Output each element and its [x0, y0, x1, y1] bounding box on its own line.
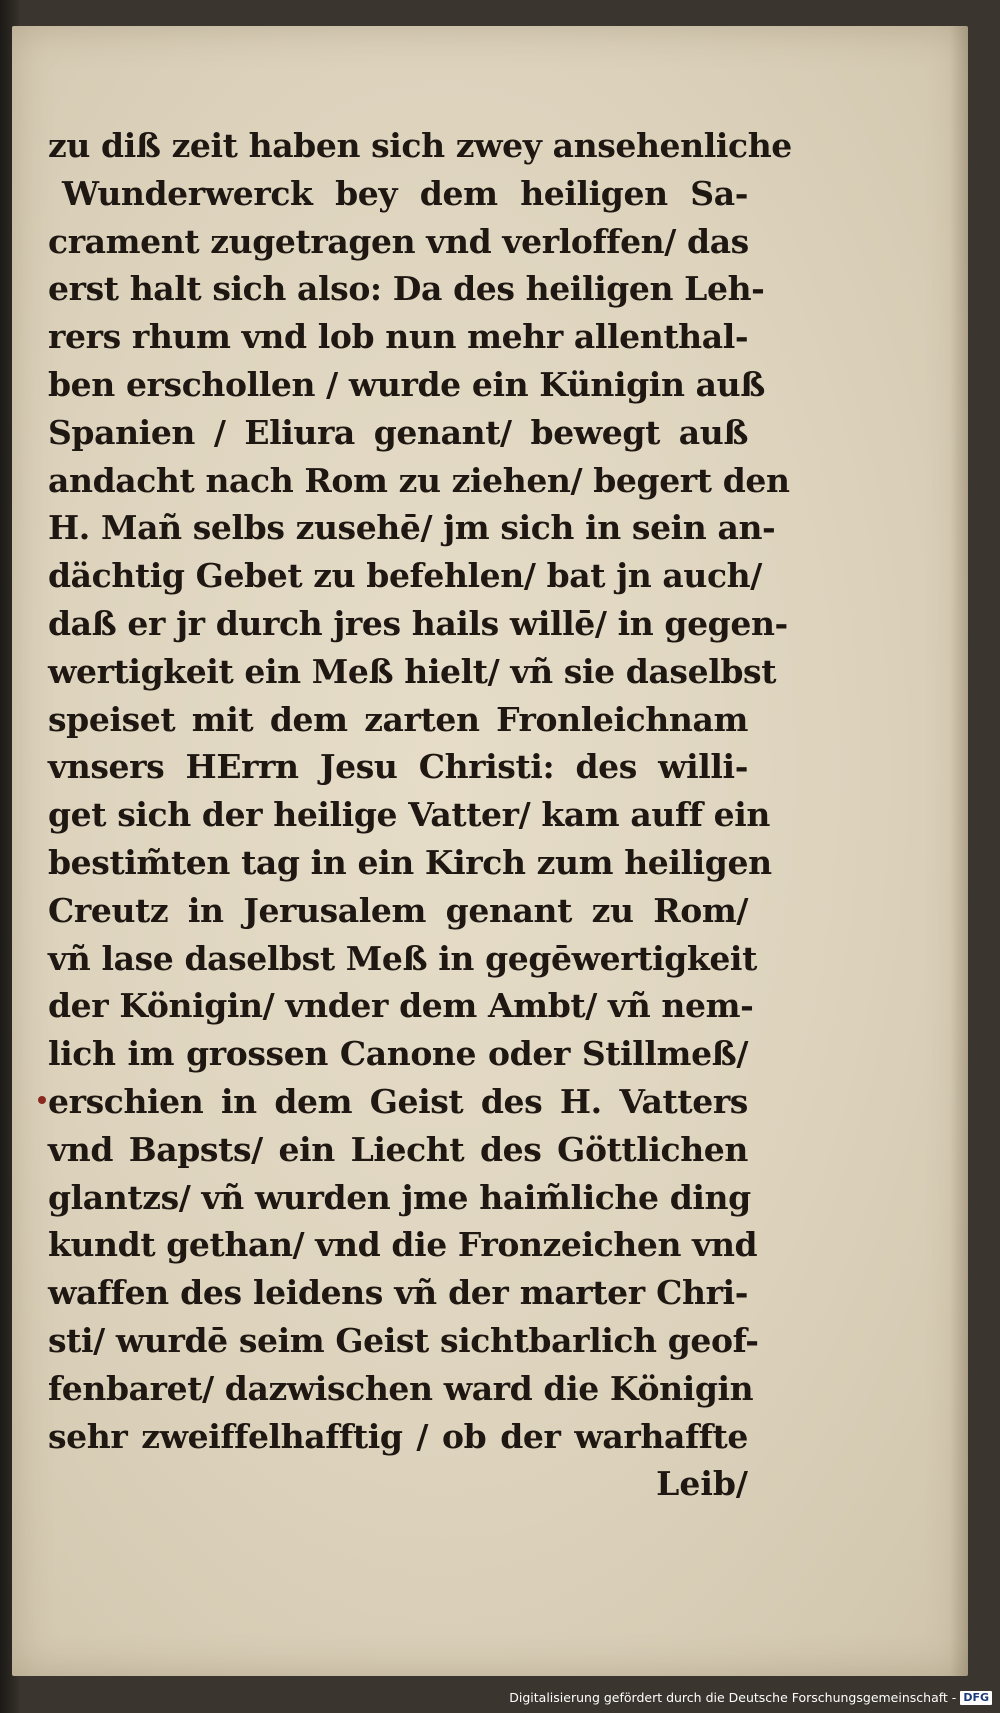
text-line: rers rhum vnd lob nun mehr allenthal- [48, 317, 749, 357]
text-line: get sich der heilige Vatter/ kam auff ein [48, 795, 770, 835]
text-line: fenbaret/ dazwischen ward die Königin [48, 1368, 754, 1408]
text-line: crament zugetragen vnd verloffen/ das [48, 221, 749, 261]
dfg-logo-icon: DFG [960, 1691, 992, 1705]
text-line: Spanien / Eliura genant/ bewegt auß [48, 412, 748, 452]
text-line: vnd Bapsts/ ein Liecht des Göttlichen [48, 1129, 748, 1169]
body-text [48, 122, 792, 1508]
footer-credit: Digitalisierung gefördert durch die Deutsche Forschungsgemeinschaft - [509, 1690, 957, 1705]
text-line: andacht nach Rom zu ziehen/ begert den [48, 460, 790, 500]
digitization-footer [509, 1687, 992, 1709]
text-line: der Königin/ vnder dem Ambt/ vñ nem- [48, 986, 754, 1026]
text-line: erst halt sich also: Da des heiligen Leh- [48, 269, 765, 309]
text-line: H. Mañ selbs zusehē/ jm sich in sein an- [48, 508, 776, 548]
text-line: Wunderwerck bey dem heiligen Sa- [62, 173, 748, 213]
text-line: daß er jr durch jres hails willē/ in gegen- [48, 603, 788, 643]
text-line: wertigkeit ein Meß hielt/ vñ sie daselbst [48, 651, 777, 691]
text-line: glantzs/ vñ wurden jme haim̃liche ding [48, 1177, 751, 1217]
text-line: sti/ wurdē seim Geist sichtbarlich geof- [48, 1320, 759, 1360]
text-line: waffen des leidens vñ der marter Chri- [48, 1273, 748, 1313]
text-line: lich im grossen Canone oder Stillmeß/ [48, 1034, 748, 1074]
text-line: dächtig Gebet zu befehlen/ bat jn auch/ [48, 556, 762, 596]
text-line: vnsers HErrn Jesu Christi: des willi- [48, 747, 748, 787]
catchword: Leib/ [656, 1464, 748, 1504]
margin-mark [38, 1096, 46, 1104]
text-line: vñ lase daselbst Meß in gegēwertigkeit [48, 938, 757, 978]
text-line: erschien in dem Geist des H. Vatters [48, 1081, 748, 1121]
text-line: speiset mit dem zarten Fronleichnam [48, 699, 748, 739]
text-line: zu diß zeit haben sich zwey ansehenliche [48, 126, 792, 165]
text-line: bestim̃ten tag in ein Kirch zum heiligen [48, 842, 772, 882]
text-line: sehr zweiffelhafftig / ob der warhaffte [48, 1416, 748, 1456]
text-line: ben erschollen / wurde ein Künigin auß [48, 364, 765, 404]
text-line: Creutz in Jerusalem genant zu Rom/ [48, 890, 748, 930]
book-page [12, 26, 968, 1676]
text-line: kundt gethan/ vnd die Fronzeichen vnd [48, 1225, 758, 1265]
